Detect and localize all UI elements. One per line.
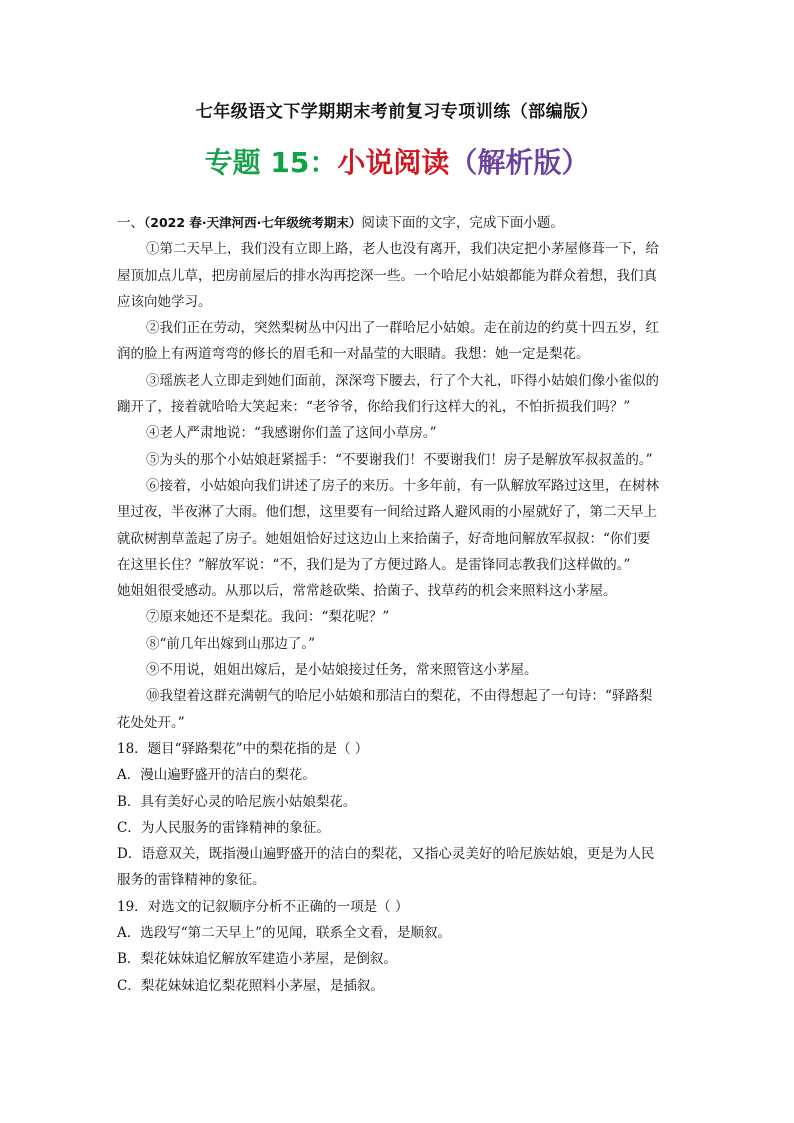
passage-line: 就砍树割草盖起了房子。她姐姐恰好过这边山上来拾菌子，好奇地问解放军叔叔：“你们要	[117, 530, 651, 547]
question-stem: 18．题目“驿路梨花”中的梨花指的是（ ）	[117, 740, 369, 757]
passage-paragraph	[117, 683, 687, 736]
title-topic-name: 小说阅读	[337, 146, 450, 179]
answer-option[interactable]	[117, 841, 687, 894]
passage-paragraph	[117, 236, 687, 315]
answer-option-line: C．为人民服务的雷锋精神的象征。	[117, 819, 330, 836]
answer-option[interactable]	[117, 789, 687, 815]
answer-option[interactable]	[117, 946, 687, 972]
answer-option-line: D．语意双关，既指漫山遍野盛开的洁白的梨花，又指心灵美好的哈尼族姑娘，更是为人民	[117, 846, 655, 863]
passage-line: 在这里长住？”解放军说：“不，我们是为了方便过路人。是雷锋同志教我们这样做的。”	[117, 556, 631, 573]
answer-option-line: A．选段写“第二天早上”的见闻，联系全文看，是顺叙。	[117, 925, 452, 942]
answer-option-line: A．漫山遍野盛开的洁白的梨花。	[117, 767, 316, 784]
answer-option[interactable]	[117, 973, 687, 999]
passage-paragraph	[117, 447, 687, 473]
document-header: 七年级语文下学期期末考前复习专项训练（部编版）	[195, 102, 599, 122]
passage-line: ③瑶族老人立即走到她们面前，深深弯下腰去，行了个大礼，吓得小姑娘们像小雀似的	[146, 372, 659, 389]
answer-option[interactable]	[117, 920, 687, 946]
passage-paragraph	[117, 420, 687, 446]
passage-line: ⑤为头的那个小姑娘赶紧摇手：“不要谢我们！不要谢我们！房子是解放军叔叔盖的。”	[146, 451, 653, 468]
answer-option[interactable]	[117, 815, 687, 841]
passage-paragraph	[117, 631, 687, 657]
passage-line: ②我们正在劳动，突然梨树丛中闪出了一群哈尼小姑娘。走在前边的约莫十四五岁，红	[146, 320, 659, 337]
passage-paragraph	[117, 368, 687, 421]
reading-passage	[117, 236, 687, 736]
passage-line: ⑥接着，小姑娘向我们讲述了房子的来历。十多年前，有一队解放军路过这里，在树林	[146, 477, 659, 494]
passage-line: ⑧“前几年出嫁到山那边了。”	[146, 635, 316, 652]
passage-line: 里过夜，半夜淋了大雨。他们想，这里要有一间给过路人避风雨的小屋就好了，第二天早上	[117, 504, 657, 521]
answer-option-line: C．梨花妹妹追忆梨花照料小茅屋，是插叙。	[117, 977, 384, 994]
section-instruction: 阅读下面的文字，完成下面小题。	[361, 215, 564, 231]
section-number: 一、	[117, 215, 144, 231]
section-source: （2022 春·天津河西·七年级统考期末）	[144, 215, 362, 230]
question	[117, 894, 687, 999]
title-edition: （解析版）	[449, 146, 590, 179]
passage-line: 蹦开了，接着就哈哈大笑起来：“老爷爷，你给我们行这样大的礼，不怕折损我们吗？”	[117, 399, 631, 416]
passage-line: ⑦原来她还不是梨花。我问：“梨花呢？”	[146, 609, 390, 626]
passage-line: 应该向她学习。	[117, 293, 212, 310]
document-title	[0, 143, 794, 183]
passage-line: 润的脸上有两道弯弯的修长的眉毛和一对晶莹的大眼睛。我想：她一定是梨花。	[117, 346, 590, 363]
section-heading	[117, 210, 687, 236]
title-topic-number: 专题 15：	[204, 146, 338, 179]
passage-paragraph	[117, 473, 687, 604]
answer-option-line: 服务的雷锋精神的象征。	[117, 872, 266, 889]
passage-line: ④老人严肃地说：“我感谢你们盖了这间小草房。”	[146, 425, 437, 442]
passage-line: ⑨不用说，姐姐出嫁后，是小姑娘接过任务，常来照管这小茅屋。	[146, 662, 538, 679]
passage-line: 她姐姐很受感动。从那以后，常常趁砍柴、拾菌子、找草药的机会来照料这小茅屋。	[117, 583, 617, 600]
document-body	[117, 210, 687, 999]
passage-line: 屋顶加点儿草，把房前屋后的排水沟再挖深一些。一个哈尼小姑娘都能为群众着想，我们真	[117, 267, 657, 284]
question-stem: 19．对选文的记叙顺序分析不正确的一项是（ ）	[117, 898, 409, 915]
passage-line: ⑩我望着这群充满朝气的哈尼小姑娘和那洁白的梨花，不由得想起了一句诗：“驿路梨	[146, 688, 653, 705]
passage-line: ①第二天早上，我们没有立即上路，老人也没有离开，我们决定把小茅屋修葺一下，给	[146, 241, 659, 258]
question	[117, 736, 687, 894]
question-list	[117, 736, 687, 999]
passage-paragraph	[117, 657, 687, 683]
answer-option-line: B．梨花妹妹追忆解放军建造小茅屋，是倒叙。	[117, 951, 397, 968]
answer-option[interactable]	[117, 762, 687, 788]
answer-option-line: B．具有美好心灵的哈尼族小姑娘梨花。	[117, 793, 357, 810]
passage-line: 花处处开。”	[117, 714, 185, 731]
passage-paragraph	[117, 604, 687, 630]
passage-paragraph	[117, 315, 687, 368]
